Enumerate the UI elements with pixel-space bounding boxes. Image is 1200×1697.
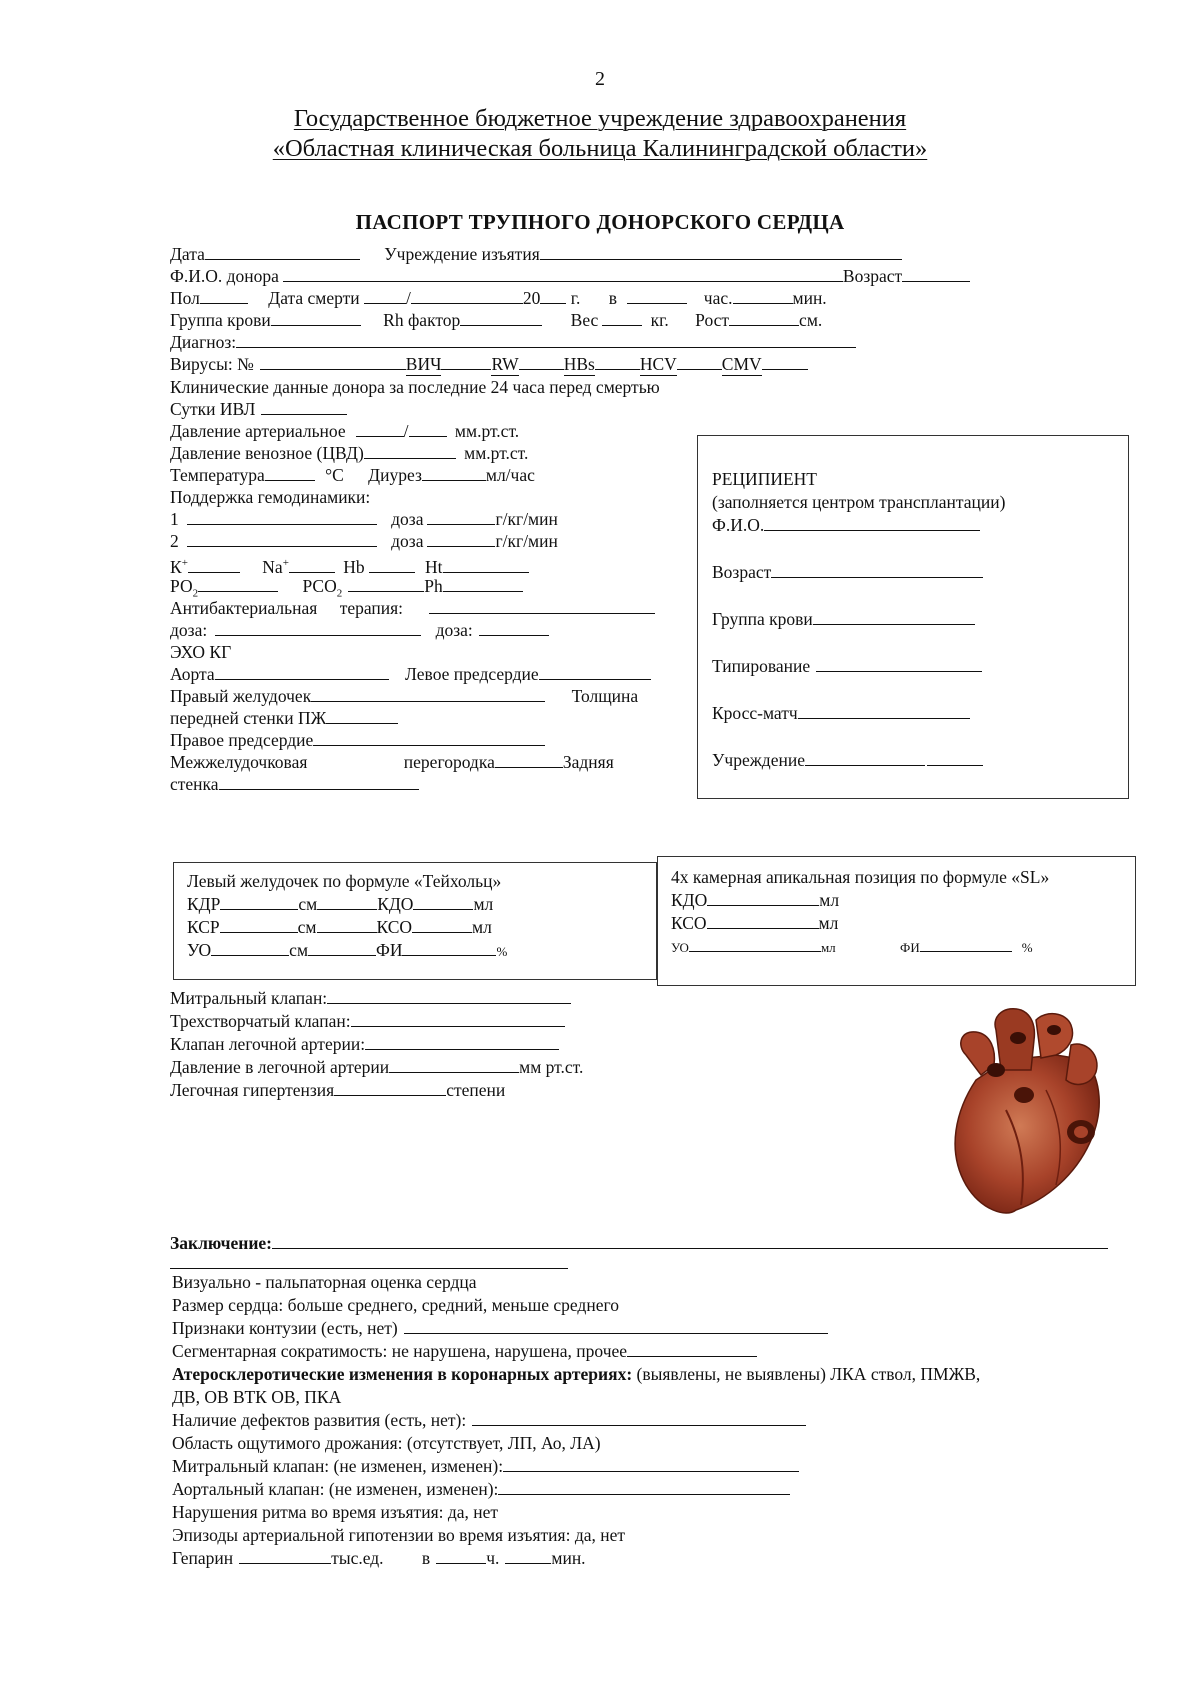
degree-label: степени (446, 1080, 506, 1100)
aortic-conclusion-field[interactable] (498, 1479, 790, 1495)
ksr-field[interactable] (220, 917, 298, 933)
recipient-fio-label: Ф.И.О. (712, 515, 765, 535)
vessel-opening-3 (987, 1063, 1005, 1077)
systolic-field[interactable] (356, 421, 404, 437)
athero-label: Атеросклеротические изменения в коронарных артериях: (172, 1364, 633, 1384)
antibacterial-dose-1-field[interactable] (215, 620, 421, 636)
row-kdr (187, 893, 493, 915)
ventilation-label: Сутки ИВЛ (170, 399, 256, 419)
interventricular-label: Межжелудочковая (170, 752, 308, 772)
h-label: ч. (486, 1548, 500, 1568)
row-uo (187, 939, 507, 963)
vessel-opening-1 (1010, 1032, 1026, 1044)
rhythm-label: Нарушения ритма во время изъятия: да, нет (172, 1502, 499, 1522)
mitral-conclusion-label: Митральный клапан: (не изменен, изменен): (172, 1456, 504, 1476)
athero-options: (выявлены, не выявлены) ЛКА ствол, ПМЖВ, (632, 1364, 981, 1384)
hb-field[interactable] (369, 557, 415, 573)
row-pa-pressure (170, 1056, 583, 1078)
row-right-ventricle (170, 685, 638, 707)
cmv-field[interactable] (762, 354, 808, 370)
posterior-wall-field[interactable] (219, 774, 419, 790)
sl-ml-label: мл (818, 913, 839, 933)
recipient-crossmatch-label: Кросс-матч (712, 703, 798, 723)
fi-label: ФИ (376, 940, 403, 960)
antibacterial-field[interactable] (429, 598, 655, 614)
hiv-field[interactable] (441, 354, 491, 370)
row-recipient-age (712, 561, 983, 583)
antibacterial-dose-2-field[interactable] (479, 620, 549, 636)
sl-percent-label: % (1021, 940, 1033, 955)
date-label: Дата (170, 244, 205, 264)
slash: / (403, 421, 409, 441)
row-temperature (170, 464, 535, 486)
recipient-typing-field[interactable] (816, 656, 982, 672)
row-wall (170, 773, 419, 795)
donor-age-label: Возраст (842, 266, 903, 286)
temperature-field[interactable] (265, 465, 315, 481)
diastolic-field[interactable] (409, 421, 447, 437)
row-fio (170, 265, 970, 287)
recipient-age-label: Возраст (712, 562, 772, 582)
visual-label: Визуально - пальпаторная оценка сердца (172, 1272, 477, 1292)
hcv-label: HCV (639, 354, 677, 374)
clinical-header: Клинические данные донора за последние 24 часа перед смертью (170, 377, 660, 397)
hypotension-label: Эпизоды артериальной гипотензии во время изъятия: да, нет (172, 1525, 626, 1545)
recipient-institution-field-1[interactable] (805, 750, 925, 766)
row-recipient-institution (712, 749, 983, 771)
na-label: Na+ (262, 556, 289, 577)
sl-uo-label: УО (671, 940, 689, 955)
row-recipient-fio (712, 514, 980, 536)
drug-1-field[interactable] (187, 509, 377, 525)
rw-label: RW (491, 354, 519, 374)
celsius-label: °С (325, 465, 344, 485)
hypertension-field[interactable] (334, 1080, 446, 1096)
septum-field[interactable] (495, 752, 563, 768)
hypertension-label: Легочная гипертензия (170, 1080, 335, 1100)
weight-field[interactable] (602, 310, 642, 326)
row-mitral-conclusion (172, 1455, 799, 1477)
heparin-label: Гепарин (172, 1548, 234, 1568)
right-ventricle-label: Правый желудочек (170, 686, 312, 706)
row-pulmonary-valve (170, 1033, 559, 1055)
death-date-label: Дата смерти (268, 288, 360, 308)
hbs-field[interactable] (595, 354, 640, 370)
sl-uo-field[interactable] (689, 936, 821, 952)
vessel-opening-2 (1047, 1025, 1061, 1035)
row-anterior-wall (170, 707, 398, 729)
height-label: Рост (695, 310, 730, 330)
recipient-blood-label: Группа крови (712, 609, 813, 629)
dose-label: доза (391, 509, 424, 529)
aorta-field[interactable] (215, 664, 389, 680)
dose-colon-label: доза: (170, 620, 208, 640)
kso-field[interactable] (412, 917, 472, 933)
tremor-label: Область ощутимого дрожания: (отсутствует, ЛП, Ао, ЛА) (172, 1433, 601, 1453)
ht-label: Ht (425, 556, 443, 577)
cm-label: см (297, 917, 317, 937)
sex-label: Пол (170, 288, 200, 308)
defects-label: Наличие дефектов развития (есть, нет): (172, 1410, 467, 1430)
diagnosis-field[interactable] (236, 332, 856, 348)
ml-label: мл (472, 917, 492, 937)
row-tricuspid-valve (170, 1010, 565, 1032)
ph-field[interactable] (443, 576, 523, 592)
kdr-spacer[interactable] (317, 894, 377, 910)
thickness-label: Толщина (571, 686, 639, 706)
row-arterial (170, 420, 519, 442)
hiv-label: ВИЧ (405, 354, 442, 374)
ml-label: мл (473, 894, 494, 914)
recipient-blood-field[interactable] (813, 609, 975, 625)
death-month-field[interactable] (411, 288, 523, 304)
row-blood (170, 309, 822, 331)
segmental-label: Сегментарная сократимость: не нарушена, нарушена, прочее (172, 1341, 628, 1361)
kso-label: КСО (376, 917, 413, 937)
ml-hour-label: мл/час (485, 465, 535, 485)
row-athero (172, 1363, 980, 1385)
echo-label: ЭХО КГ (170, 642, 232, 662)
heparin-hour-field[interactable] (436, 1548, 486, 1564)
row-septum (170, 751, 614, 773)
hbs-label: HBs (563, 354, 595, 374)
mitral-valve-field[interactable] (327, 988, 571, 1004)
kdo-label: КДО (377, 894, 414, 914)
harvest-institution-field[interactable] (540, 244, 902, 260)
at-label: в (608, 288, 618, 308)
venous-pressure-field[interactable] (364, 443, 456, 459)
drug-1-dose-field[interactable] (427, 509, 495, 525)
row-date (170, 243, 902, 265)
row-drug-1 (170, 508, 558, 530)
year-label: г. (570, 288, 581, 308)
k-field[interactable] (188, 557, 240, 573)
row-sl-uo (671, 935, 1033, 959)
death-minute-field[interactable] (733, 288, 793, 304)
mmhg-label: мм.рт.ст. (464, 443, 529, 463)
cm-label: см (298, 894, 318, 914)
weight-label: Вес (570, 310, 599, 330)
drug-2-field[interactable] (187, 531, 377, 547)
recipient-fio-field[interactable] (764, 515, 980, 531)
donor-age-field[interactable] (902, 266, 970, 282)
institution-line-2: «Областная клиническая больница Калининградской области» (272, 135, 928, 162)
g-kg-min-label: г/кг/мин (495, 531, 558, 551)
tricuspid-valve-label: Трехстворчатый клапан: (170, 1011, 351, 1031)
ph-label: Ph (424, 576, 443, 596)
drug-1-number: 1 (170, 509, 179, 529)
right-atrium-field[interactable] (313, 730, 545, 746)
ht-field[interactable] (443, 557, 529, 573)
right-atrium-label: Правое предсердие (170, 730, 314, 750)
row-recipient-crossmatch (712, 702, 970, 724)
left-atrium-label: Левое предсердие (405, 664, 539, 684)
page-number: 2 (595, 68, 605, 90)
page-title: ПАСПОРТ ТРУПНОГО ДОНОРСКОГО СЕРДЦА (355, 210, 845, 234)
recipient-note: (заполняется центром трансплантации) (712, 492, 1006, 512)
septum-label: перегородка (403, 752, 495, 772)
heparin-field[interactable] (239, 1548, 331, 1564)
wall-label: стенка (170, 774, 219, 794)
ksr-label: КСР (187, 917, 220, 937)
cm-label: см. (799, 310, 823, 330)
dose-label: доза (391, 531, 424, 551)
heart-illustration (936, 1000, 1116, 1220)
row-doses (170, 619, 549, 641)
pa-pressure-field[interactable] (389, 1057, 519, 1073)
death-hour-field[interactable] (627, 288, 687, 304)
row-diagnosis (170, 331, 856, 353)
date-field[interactable] (205, 244, 360, 260)
sl-kso-field[interactable] (707, 913, 819, 929)
left-atrium-field[interactable] (539, 664, 651, 680)
row-heparin (172, 1547, 586, 1569)
min-label: мин. (551, 1548, 586, 1568)
thousand-units-label: тыс.ед. (331, 1548, 384, 1568)
therapy-label: терапия: (339, 598, 404, 618)
contusion-field[interactable] (404, 1318, 828, 1334)
tricuspid-valve-field[interactable] (351, 1011, 565, 1027)
kg-label: кг. (650, 310, 669, 330)
death-day-field[interactable] (364, 288, 406, 304)
virus-number-field[interactable] (260, 354, 406, 370)
conclusion-field-2[interactable] (170, 1268, 568, 1269)
po2-field[interactable] (198, 576, 278, 592)
viruses-label: Вирусы: № (170, 354, 254, 374)
uo-spacer[interactable] (308, 940, 376, 956)
sl-uo-ml-label: мл (820, 940, 836, 955)
anterior-wall-field[interactable] (326, 708, 398, 724)
row-ventilation (170, 398, 347, 420)
recipient-institution-label: Учреждение (712, 750, 805, 770)
antibacterial-label: Антибактериальная (170, 598, 318, 618)
rh-field[interactable] (460, 310, 542, 326)
kdr-field[interactable] (220, 894, 298, 910)
uo-field[interactable] (211, 940, 289, 956)
rw-field[interactable] (519, 354, 564, 370)
ventilation-field[interactable] (261, 399, 347, 415)
row-right-atrium (170, 729, 545, 751)
sl-title: 4х камерная апикальная позиция по формуле «SL» (671, 867, 1050, 887)
blood-group-label: Группа крови (170, 310, 271, 330)
pco2-field[interactable] (348, 576, 424, 592)
drug-2-number: 2 (170, 531, 179, 551)
kdr-label: КДР (187, 894, 221, 914)
row-mitral-valve (170, 987, 571, 1009)
donor-fio-label: Ф.И.О. донора (170, 266, 279, 286)
defects-field[interactable] (472, 1410, 806, 1426)
fi-field[interactable] (402, 940, 496, 956)
sl-fi-field[interactable] (920, 936, 1012, 952)
row-aorta (170, 663, 651, 685)
mitral-valve-label: Митральный клапан: (170, 988, 328, 1008)
aorta-label: Аорта (170, 664, 215, 684)
ksr-spacer[interactable] (317, 917, 377, 933)
donor-fio-field[interactable] (283, 266, 843, 282)
kdo-field[interactable] (413, 894, 473, 910)
percent-label: % (496, 944, 508, 959)
row-defects (172, 1409, 806, 1431)
pulmonary-vein-vessel (1066, 1044, 1097, 1084)
row-recipient-typing (712, 655, 982, 677)
row-conclusion (170, 1232, 1108, 1254)
harvest-institution-label: Учреждение изъятия (384, 244, 540, 264)
mm-hg-label: мм рт.ст. (519, 1057, 584, 1077)
slash: / (406, 288, 411, 308)
row-recipient-blood (712, 608, 975, 630)
k-label: К+ (170, 556, 188, 577)
rh-label: Rh фактор (383, 310, 461, 330)
diuresis-label: Диурез (368, 465, 422, 485)
dose-colon-label-2: доза: (435, 620, 473, 640)
temperature-label: Температура (170, 465, 265, 485)
conclusion-label: Заключение: (170, 1233, 272, 1253)
pulmonary-valve-label: Клапан легочной артерии: (170, 1034, 366, 1054)
hemodynamic-label: Поддержка гемодинамики: (170, 487, 371, 507)
athero-line-2: ДВ, ОВ ВТК ОВ, ПКА (172, 1387, 342, 1407)
row-hypertension (170, 1079, 505, 1101)
row-drug-2 (170, 530, 558, 552)
recipient-title: РЕЦИПИЕНТ (712, 469, 817, 489)
conclusion-field[interactable] (272, 1233, 1108, 1249)
pa-pressure-label: Давление в легочной артерии (170, 1057, 390, 1077)
sl-fi-label: ФИ (900, 940, 920, 955)
uo-label: УО (187, 940, 212, 960)
g-kg-min-label: г/кг/мин (495, 509, 558, 529)
mitral-conclusion-field[interactable] (503, 1456, 799, 1472)
sex-field[interactable] (200, 288, 248, 304)
row-segmental (172, 1340, 757, 1362)
size-label: Размер сердца: больше среднего, средний, меньше среднего (172, 1295, 619, 1315)
row-sl-kso (671, 912, 838, 934)
posterior-label: Задняя (562, 752, 614, 772)
recipient-institution-field-2[interactable] (927, 750, 983, 766)
recipient-age-field[interactable] (771, 562, 983, 578)
sl-kdo-field[interactable] (707, 890, 819, 906)
recipient-typing-label: Типирование (712, 656, 811, 676)
hours-label: час. (703, 288, 733, 308)
minutes-label: мин. (792, 288, 827, 308)
row-sl-kdo (671, 889, 839, 911)
height-field[interactable] (729, 310, 799, 326)
po2-label: $РО_2$ (170, 576, 199, 600)
year-prefix: 20 (522, 288, 541, 308)
venous-pressure-label: Давление венозное (ЦВД) (170, 443, 364, 463)
teichholz-title: Левый желудочек по формуле «Тейхольц» (187, 871, 502, 891)
blood-group-field[interactable] (271, 310, 361, 326)
sl-ml-label: мл (819, 890, 840, 910)
vessel-opening-5-inner (1074, 1126, 1088, 1138)
pulmonary-vessel (1036, 1014, 1073, 1058)
diuresis-field[interactable] (422, 465, 486, 481)
hb-label: Hb (343, 556, 365, 577)
drug-2-dose-field[interactable] (427, 531, 495, 547)
pco2-label: $РСО_2$ (302, 576, 343, 600)
at-label: в (421, 1548, 431, 1568)
row-electrolytes (170, 552, 529, 578)
vessel-opening-4 (1014, 1087, 1034, 1103)
arterial-pressure-label: Давление артериальное (170, 421, 346, 441)
heparin-minute-field[interactable] (505, 1548, 551, 1564)
cmv-label: CMV (721, 354, 762, 374)
row-viruses (170, 353, 808, 376)
row-aortic-conclusion (172, 1478, 790, 1500)
na-field[interactable] (289, 557, 335, 573)
row-ksr (187, 916, 492, 938)
death-year-field[interactable] (540, 288, 566, 304)
cm-label: см (289, 940, 309, 960)
row-contusion (172, 1317, 828, 1339)
row-venous (170, 442, 528, 464)
segmental-field[interactable] (627, 1341, 757, 1357)
recipient-crossmatch-field[interactable] (798, 703, 970, 719)
sl-kso-label: КСО (671, 913, 707, 933)
aortic-conclusion-label: Аортальный клапан: (не изменен, изменен): (172, 1479, 499, 1499)
contusion-label: Признаки контузии (есть, нет) (172, 1318, 398, 1338)
anterior-wall-label: передней стенки ПЖ (170, 708, 327, 728)
right-ventricle-field[interactable] (311, 686, 545, 702)
institution-line-1: Государственное бюджетное учреждение здравоохранения (293, 105, 907, 132)
hcv-field[interactable] (677, 354, 722, 370)
pulmonary-valve-field[interactable] (365, 1034, 559, 1050)
diagnosis-label: Диагноз: (170, 332, 237, 352)
row-sex-death (170, 287, 827, 309)
row-antibacterial (170, 597, 655, 619)
mmhg-label: мм.рт.ст. (454, 421, 520, 441)
sl-kdo-label: КДО (671, 890, 708, 910)
